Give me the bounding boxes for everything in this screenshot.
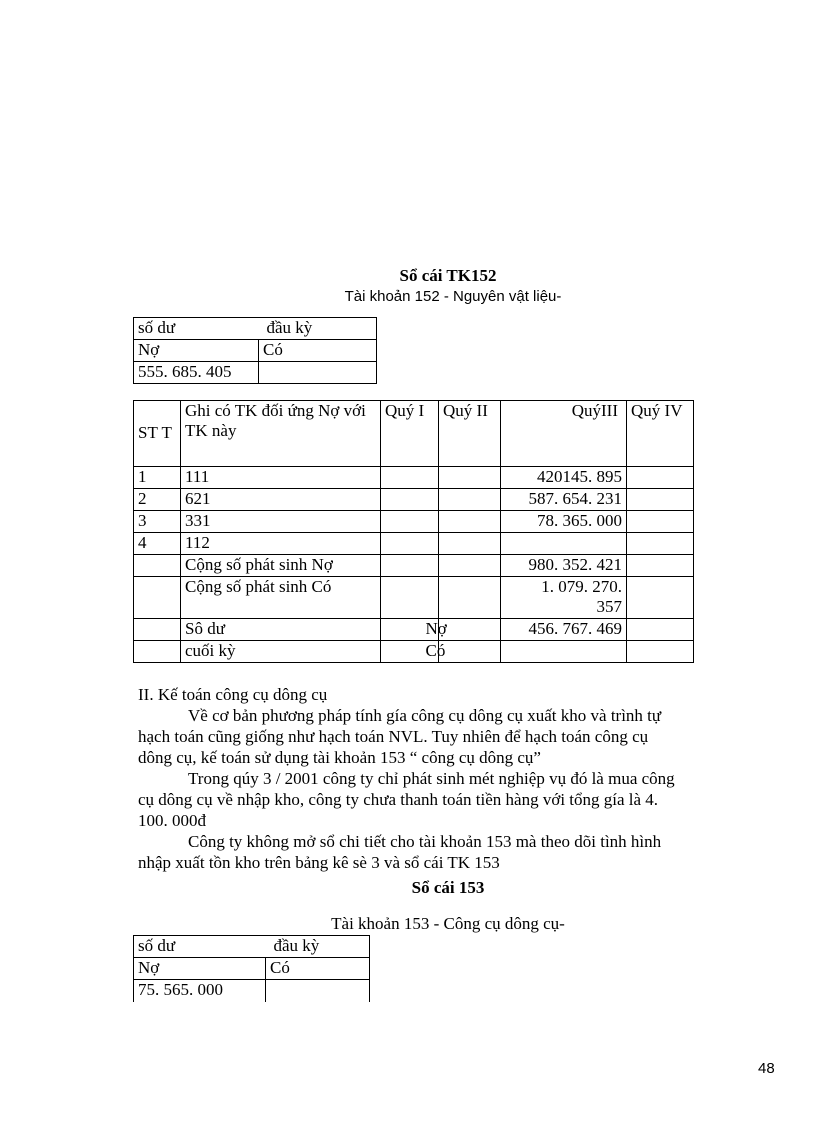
ledger152-subtitle: Tài khoản 152 - Nguyên vật liệu-: [344, 288, 562, 305]
header-q2: Quý II: [439, 401, 501, 467]
row-account: 621: [181, 489, 381, 511]
row-account: 112: [181, 533, 381, 555]
empty-cell: [627, 555, 694, 577]
empty-cell: [627, 619, 694, 641]
para3-line2: nhập xuất tồn kho trên bảng kê sè 3 và sổ cái TK 153: [138, 853, 500, 872]
closing-debit-text: Sô dư: [185, 619, 225, 638]
para2-line3: 100. 000đ: [138, 811, 206, 830]
ledger153-opening-table: [133, 935, 370, 1002]
para1-line3: dông cụ, kế toán sử dụng tài khoản 153 “ công cụ dông cụ”: [138, 748, 541, 767]
row-q2: [439, 533, 501, 555]
para1-line1: Về cơ bản phương pháp tính gía công cụ dông cụ xuất kho và trình tự: [188, 706, 662, 725]
total-credit-label: Cộng số phát sinh Có: [181, 577, 381, 619]
table-row: [134, 489, 694, 511]
opening-label-left: số dư: [138, 936, 176, 955]
empty-cell: [134, 619, 181, 641]
row-stt: 1: [134, 467, 181, 489]
page-number: 48: [758, 1060, 775, 1077]
row-q1: [381, 467, 439, 489]
row-account: 331: [181, 511, 381, 533]
empty-cell: [439, 619, 501, 641]
row-q1: [381, 511, 439, 533]
closing-credit-row: [134, 641, 694, 663]
closing-credit-q3: [501, 641, 627, 663]
row-q3: 420145. 895: [501, 467, 627, 489]
row-q4: [627, 467, 694, 489]
row-q4: [627, 533, 694, 555]
para3-line1: Công ty không mở sổ chi tiết cho tài khoản 153 mà theo dõi tình hình: [188, 832, 662, 851]
table-row: [134, 467, 694, 489]
total-credit-q3-line2: 357: [596, 597, 622, 616]
total-credit-q3: [501, 577, 627, 619]
total-debit-row: [134, 555, 694, 577]
ledger152-table: [133, 400, 694, 663]
para2-line2: cụ dông cụ về nhập kho, công ty chưa thanh toán tiền hàng với tổng gía là 4.: [138, 790, 659, 809]
row-q4: [627, 489, 694, 511]
closing-debit-row: [134, 619, 694, 641]
closing-debit-label: Sô dư Nợ: [181, 619, 381, 641]
row-stt: 2: [134, 489, 181, 511]
total-debit-q3: 980. 352. 421: [501, 555, 627, 577]
opening-label-left: số dư: [138, 318, 176, 337]
opening-credit-label: Có: [266, 958, 370, 980]
header-account: Ghi có TK đối ứng Nợ với TK này: [181, 401, 381, 467]
empty-cell: [439, 555, 501, 577]
row-q3: 78. 365. 000: [501, 511, 627, 533]
row-stt: 4: [134, 533, 181, 555]
para1-line2: hạch toán cũng giống như hạch toán NVL. Tuy nhiên để hạch toán công cụ: [138, 727, 649, 746]
total-debit-label: Cộng số phát sinh Nợ: [181, 555, 381, 577]
ledger153-subtitle: Tài khoản 153 - Công cụ dông cụ-: [331, 914, 565, 933]
section-body: [138, 684, 778, 873]
row-q2: [439, 489, 501, 511]
opening-credit-label: Có: [259, 340, 377, 362]
row-q1: [381, 489, 439, 511]
total-credit-row: [134, 577, 694, 619]
empty-cell: [134, 641, 181, 663]
opening-credit-value: [259, 362, 377, 384]
opening-label-row: [134, 936, 370, 958]
row-q3: [501, 533, 627, 555]
row-q1: [381, 533, 439, 555]
opening-label-right: đầu kỳ: [273, 936, 320, 955]
section-heading: II. Kế toán công cụ dông cụ: [138, 685, 328, 704]
empty-cell: [134, 555, 181, 577]
opening-label-right: đầu kỳ: [266, 318, 313, 337]
row-stt: 3: [134, 511, 181, 533]
closing-credit-text: cuối kỳ: [185, 641, 236, 660]
empty-cell: [381, 555, 439, 577]
opening-debit-value: 555. 685. 405: [134, 362, 259, 384]
ledger152-opening-table: [133, 317, 377, 384]
closing-debit-q3: 456. 767. 469: [501, 619, 627, 641]
row-account: 111: [181, 467, 381, 489]
table-header-row: [134, 401, 694, 467]
row-q4: [627, 511, 694, 533]
header-q1: Quý I: [381, 401, 439, 467]
opening-credit-value: [266, 980, 370, 1002]
closing-credit-label: cuối kỳ Có: [181, 641, 381, 663]
header-stt: ST T: [134, 401, 181, 467]
table-row: [134, 511, 694, 533]
opening-debit-label: Nợ: [134, 340, 259, 362]
empty-cell: [439, 641, 501, 663]
empty-cell: [627, 641, 694, 663]
row-q3: 587. 654. 231: [501, 489, 627, 511]
empty-cell: [627, 577, 694, 619]
row-q2: [439, 467, 501, 489]
ledger153-title: Sổ cái 153: [411, 878, 485, 897]
ledger152-title: Sổ cái TK152: [399, 266, 497, 285]
header-q3: QuýIII: [501, 401, 627, 467]
empty-cell: [439, 577, 501, 619]
opening-debit-value: 75. 565. 000: [134, 980, 266, 1002]
empty-cell: [134, 577, 181, 619]
opening-debit-label: Nợ: [134, 958, 266, 980]
empty-cell: [381, 577, 439, 619]
opening-label-row: [134, 318, 377, 340]
table-row: [134, 533, 694, 555]
total-credit-q3-line1: 1. 079. 270.: [541, 577, 622, 596]
header-q4: Quý IV: [627, 401, 694, 467]
para2-line1: Trong qúy 3 / 2001 công ty chỉ phát sinh mét nghiệp vụ đó là mua công: [188, 769, 675, 788]
row-q2: [439, 511, 501, 533]
